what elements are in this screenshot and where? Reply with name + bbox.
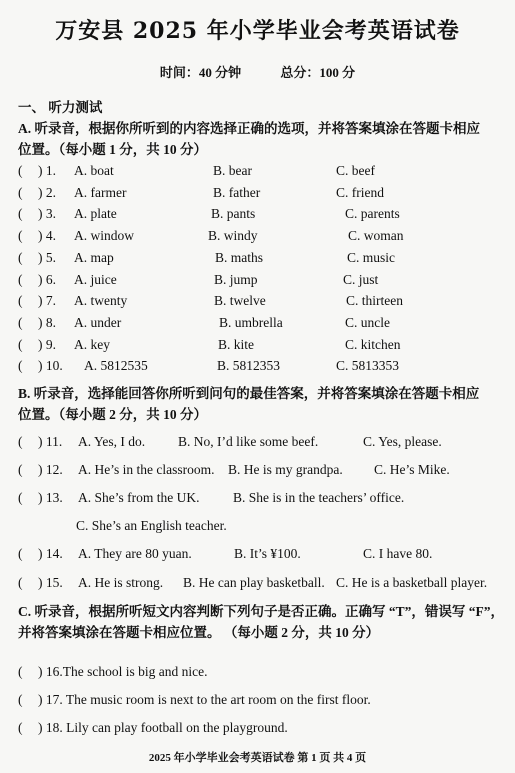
answer-paren[interactable]: ( [18, 575, 23, 590]
question-number: ) 13. [38, 490, 63, 505]
answer-paren[interactable]: ( [18, 249, 23, 265]
option-c: C. uncle [345, 314, 390, 330]
question-number: ) 8. [38, 314, 56, 330]
option-b: B. bear [213, 163, 252, 178]
option-a: A. He’s in the classroom. [78, 462, 215, 477]
exam-meta [0, 62, 515, 81]
answer-paren[interactable]: ( [18, 336, 23, 352]
part-b-instruction-line2: 位置。（每小题 2 分，共 10 分） [18, 407, 207, 422]
option-c: C. just [343, 271, 379, 287]
answer-paren[interactable]: ( [18, 434, 23, 449]
option-b: B. It’s ¥100. [234, 546, 301, 561]
option-c: C. music [347, 249, 396, 265]
option-a: A. He is strong. [78, 575, 164, 590]
question-number: ) 6. [38, 271, 56, 287]
statement: ) 16.The school is big and nice. [38, 664, 208, 679]
statement: ) 17. The music room is next to the art room on the first floor. [38, 692, 371, 707]
option-b: B. 5812353 [217, 358, 281, 374]
statement: ) 18. Lily can play football on the playground. [38, 720, 288, 735]
option-a: A. window [74, 228, 134, 244]
question-number: ) 3. [38, 206, 56, 222]
option-c: C. kitchen [345, 336, 401, 352]
option-a: A. twenty [74, 293, 128, 309]
option-b: B. No, I’d like some beef. [178, 434, 319, 449]
option-a: A. under [74, 314, 122, 330]
part-a-instruction-line1: A. 听录音，根据你所听到的内容选择正确的选项，并将答案填涂在答题卡相应 [18, 121, 480, 136]
question-number: ) 4. [38, 228, 56, 244]
option-b: B. pants [211, 206, 256, 222]
answer-paren[interactable]: ( [18, 206, 23, 222]
score-label: 总分：100 分 [280, 65, 356, 80]
option-a: A. farmer [74, 184, 127, 200]
answer-paren[interactable]: ( [18, 271, 23, 287]
answer-paren[interactable]: ( [18, 720, 23, 735]
option-a: A. Yes, I do. [78, 434, 146, 449]
question-number: ) 1. [38, 163, 56, 178]
question-number: ) 9. [38, 336, 56, 352]
option-a: A. map [74, 249, 114, 265]
option-a: A. plate [74, 206, 117, 222]
answer-paren[interactable]: ( [18, 293, 23, 309]
option-a: A. She’s from the UK. [78, 490, 200, 505]
answer-paren[interactable]: ( [18, 664, 23, 679]
option-c: C. parents [345, 206, 400, 222]
question-number: ) 15. [38, 575, 63, 590]
time-label: 时间：40 分钟 [159, 65, 242, 80]
option-c: C. Yes, please. [363, 434, 442, 449]
answer-paren[interactable]: ( [18, 462, 23, 477]
part-b-instruction-line1: B. 听录音，选择能回答你所听到问句的最佳答案，并将答案填涂在答题卡相应 [18, 386, 480, 401]
option-a: A. 5812535 [84, 358, 148, 374]
option-b: B. jump [214, 271, 258, 287]
option-a: A. They are 80 yuan. [78, 546, 192, 561]
option-c: C. He’s Mike. [374, 462, 450, 477]
option-b: B. She is in the teachers’ office. [233, 490, 405, 505]
option-c: C. woman [348, 228, 404, 244]
option-c: C. I have 80. [363, 546, 433, 561]
answer-paren[interactable]: ( [18, 163, 23, 178]
option-b: B. kite [218, 336, 254, 352]
question-number: ) 14. [38, 546, 63, 561]
part-b-instruction [18, 383, 506, 425]
part-c-instruction-line1: C. 听录音，根据所听短文内容判断下列句子是否正确。正确写 “T”，错误写 “F”， [18, 604, 504, 619]
question-number: ) 2. [38, 184, 56, 200]
option-a: A. boat [74, 163, 114, 178]
question-number: ) 10. [38, 358, 63, 374]
part-c-instruction-line2: 并将答案填涂在答题卡相应位置。 （每小题 2 分，共 10 分） [18, 625, 380, 640]
option-b: B. maths [215, 249, 264, 265]
option-a: A. juice [74, 271, 117, 287]
option-c: C. He is a basketball player. [336, 575, 488, 590]
answer-paren[interactable]: ( [18, 692, 23, 707]
question-number: ) 7. [38, 293, 56, 309]
option-b: B. windy [208, 228, 258, 244]
option-b: B. twelve [214, 293, 266, 309]
page-footer: 2025 年小学毕业会考英语试卷 第 1 页 共 4 页 [148, 752, 367, 764]
question-number: ) 5. [38, 249, 56, 265]
option-c: C. beef [336, 163, 375, 178]
option-b: B. umbrella [219, 314, 283, 330]
answer-paren[interactable]: ( [18, 184, 23, 200]
question-number: ) 11. [38, 434, 63, 449]
answer-paren[interactable]: ( [18, 546, 23, 561]
option-c: C. thirteen [346, 293, 403, 309]
answer-paren[interactable]: ( [18, 490, 23, 505]
option-b: B. He is my grandpa. [228, 462, 343, 477]
option-c: C. 5813353 [336, 358, 400, 374]
exam-title: 万安县 2025 年小学毕业会考英语试卷 [55, 18, 460, 44]
option-b: B. father [213, 184, 261, 200]
question-number: ) 12. [38, 462, 63, 477]
answer-paren[interactable]: ( [18, 228, 23, 244]
option-b: B. He can play basketball. [183, 575, 325, 590]
option-a: A. key [74, 336, 110, 352]
answer-paren[interactable]: ( [18, 358, 23, 374]
answer-paren[interactable]: ( [18, 314, 23, 330]
section-listening-heading: 一、 听力测试 [18, 100, 103, 115]
option-c: C. friend [336, 184, 384, 200]
part-c-instruction [18, 601, 506, 643]
part-a-instruction [18, 118, 506, 160]
part-a-instruction-line2: 位置。（每小题 1 分，共 10 分） [18, 142, 207, 157]
question-13-option-c: C. She’s an English teacher. [76, 518, 227, 533]
